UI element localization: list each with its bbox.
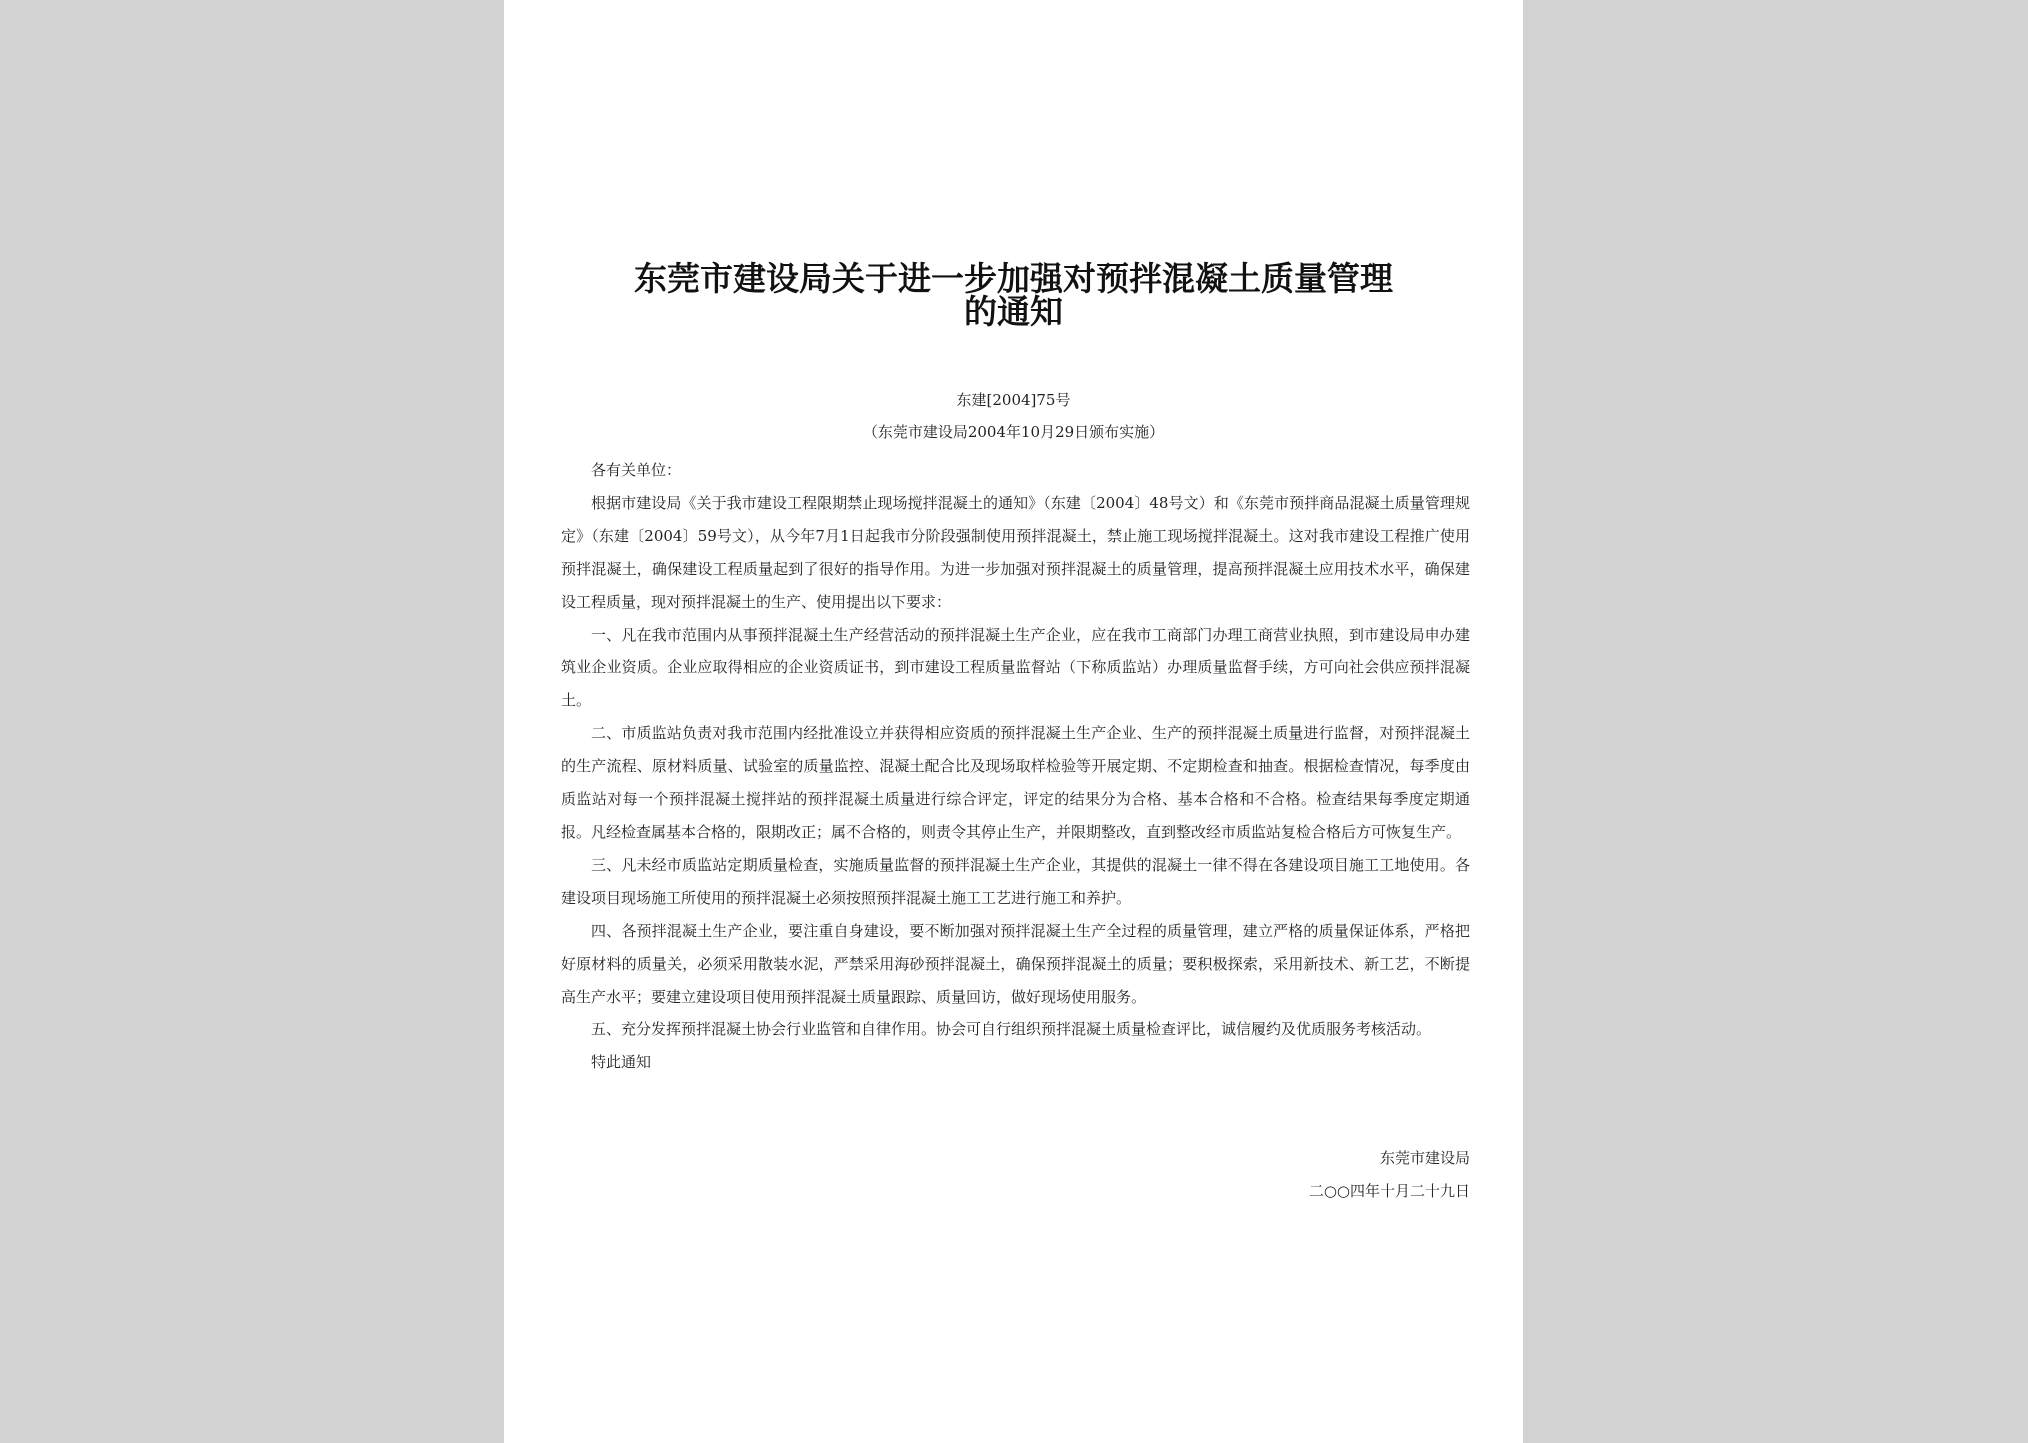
salutation: 各有关单位： (591, 461, 682, 479)
paragraph-item-4: 四、各预拌混凝土生产企业，要注重自身建设，要不断加强对预拌混凝土生产全过程的质量管理，建立严格的质量保证体系，严格把好原材料的质量关，必须采用散装水泥，严禁采用海砂预拌混凝土，确保预拌混凝土的质量；要积极探索，采用新技术、新工艺，不断提高生产水平；要建立建设项目使用预拌混凝土质量跟踪、质量回访，做好现场使用服务。 (561, 921, 1470, 1006)
signature-date: 二○○四年十月二十九日 (1308, 1181, 1470, 1200)
closing-line: 特此通知 (591, 1053, 652, 1072)
paragraph-item-2: 二、市质监站负责对我市范围内经批准设立并获得相应资质的预拌混凝土生产企业、生产的预拌混凝土质量进行监督，对预拌混凝土的生产流程、原材料质量、试验室的质量监控、混凝土配合比及现场取样检验等开展定期、不定期检查和抽查。根据检查情况，每季度由质监站对每一个预拌混凝土搅拌站的预拌混凝土质量进行综合评定，评定的结果分为合格、基本合格和不合格。检查结果每季度定期通报。凡经检查属基本合格的，限期改正；属不合格的，则责令其停止生产，并限期整改，直到整改经市质监站复检合格后方可恢复生产。 (561, 724, 1470, 841)
title-line-2: 的通知 (964, 292, 1063, 331)
signature-block (1309, 1142, 1470, 1208)
paragraph-item-1: 一、凡在我市范围内从事预拌混凝土生产经营活动的预拌混凝土生产企业，应在我市工商部门办理工商营业执照，到市建设局申办建筑业企业资质。企业应取得相应的企业资质证书，到市建设工程质量监督站（下称质监站）办理质量监督手续，方可向社会供应预拌混凝土。 (561, 625, 1470, 710)
document-page (504, 0, 1523, 1443)
document-title (544, 259, 1483, 331)
issued-line: （东莞市建设局2004年10月29日颁布实施） (862, 423, 1165, 441)
title-line-1: 东莞市建设局关于进一步加强对预拌混凝土质量管理 (634, 259, 1393, 298)
paragraph-item-3: 三、凡未经市质监站定期质量检查，实施质量监督的预拌混凝土生产企业，其提供的混凝土一律不得在各建设项目施工工地使用。各建设项目现场施工所使用的预拌混凝土必须按照预拌混凝土施工工艺进行施工和养护。 (561, 855, 1470, 907)
signer-name: 东莞市建设局 (1379, 1149, 1470, 1167)
document-body (561, 454, 1470, 1079)
paragraph-intro: 根据市建设局《关于我市建设工程限期禁止现场搅拌混凝土的通知》（东建〔2004〕48号文）和《东莞市预拌商品混凝土质量管理规定》（东建〔2004〕59号文），从今年7月1日起我市分阶段强制使用预拌混凝土，禁止施工现场搅拌混凝土。这对我市建设工程推广使用预拌混凝土，确保建设工程质量起到了很好的指导作用。为进一步加强对预拌混凝土的质量管理，提高预拌混凝土应用技术水平，确保建设工程质量，现对预拌混凝土的生产、使用提出以下要求： (561, 493, 1470, 611)
document-number: 东建[2004]75号 (956, 391, 1071, 409)
paragraph-item-5: 五、充分发挥预拌混凝土协会行业监管和自律作用。协会可自行组织预拌混凝土质量检查评比，诚信履约及优质服务考核活动。 (591, 1020, 1432, 1039)
